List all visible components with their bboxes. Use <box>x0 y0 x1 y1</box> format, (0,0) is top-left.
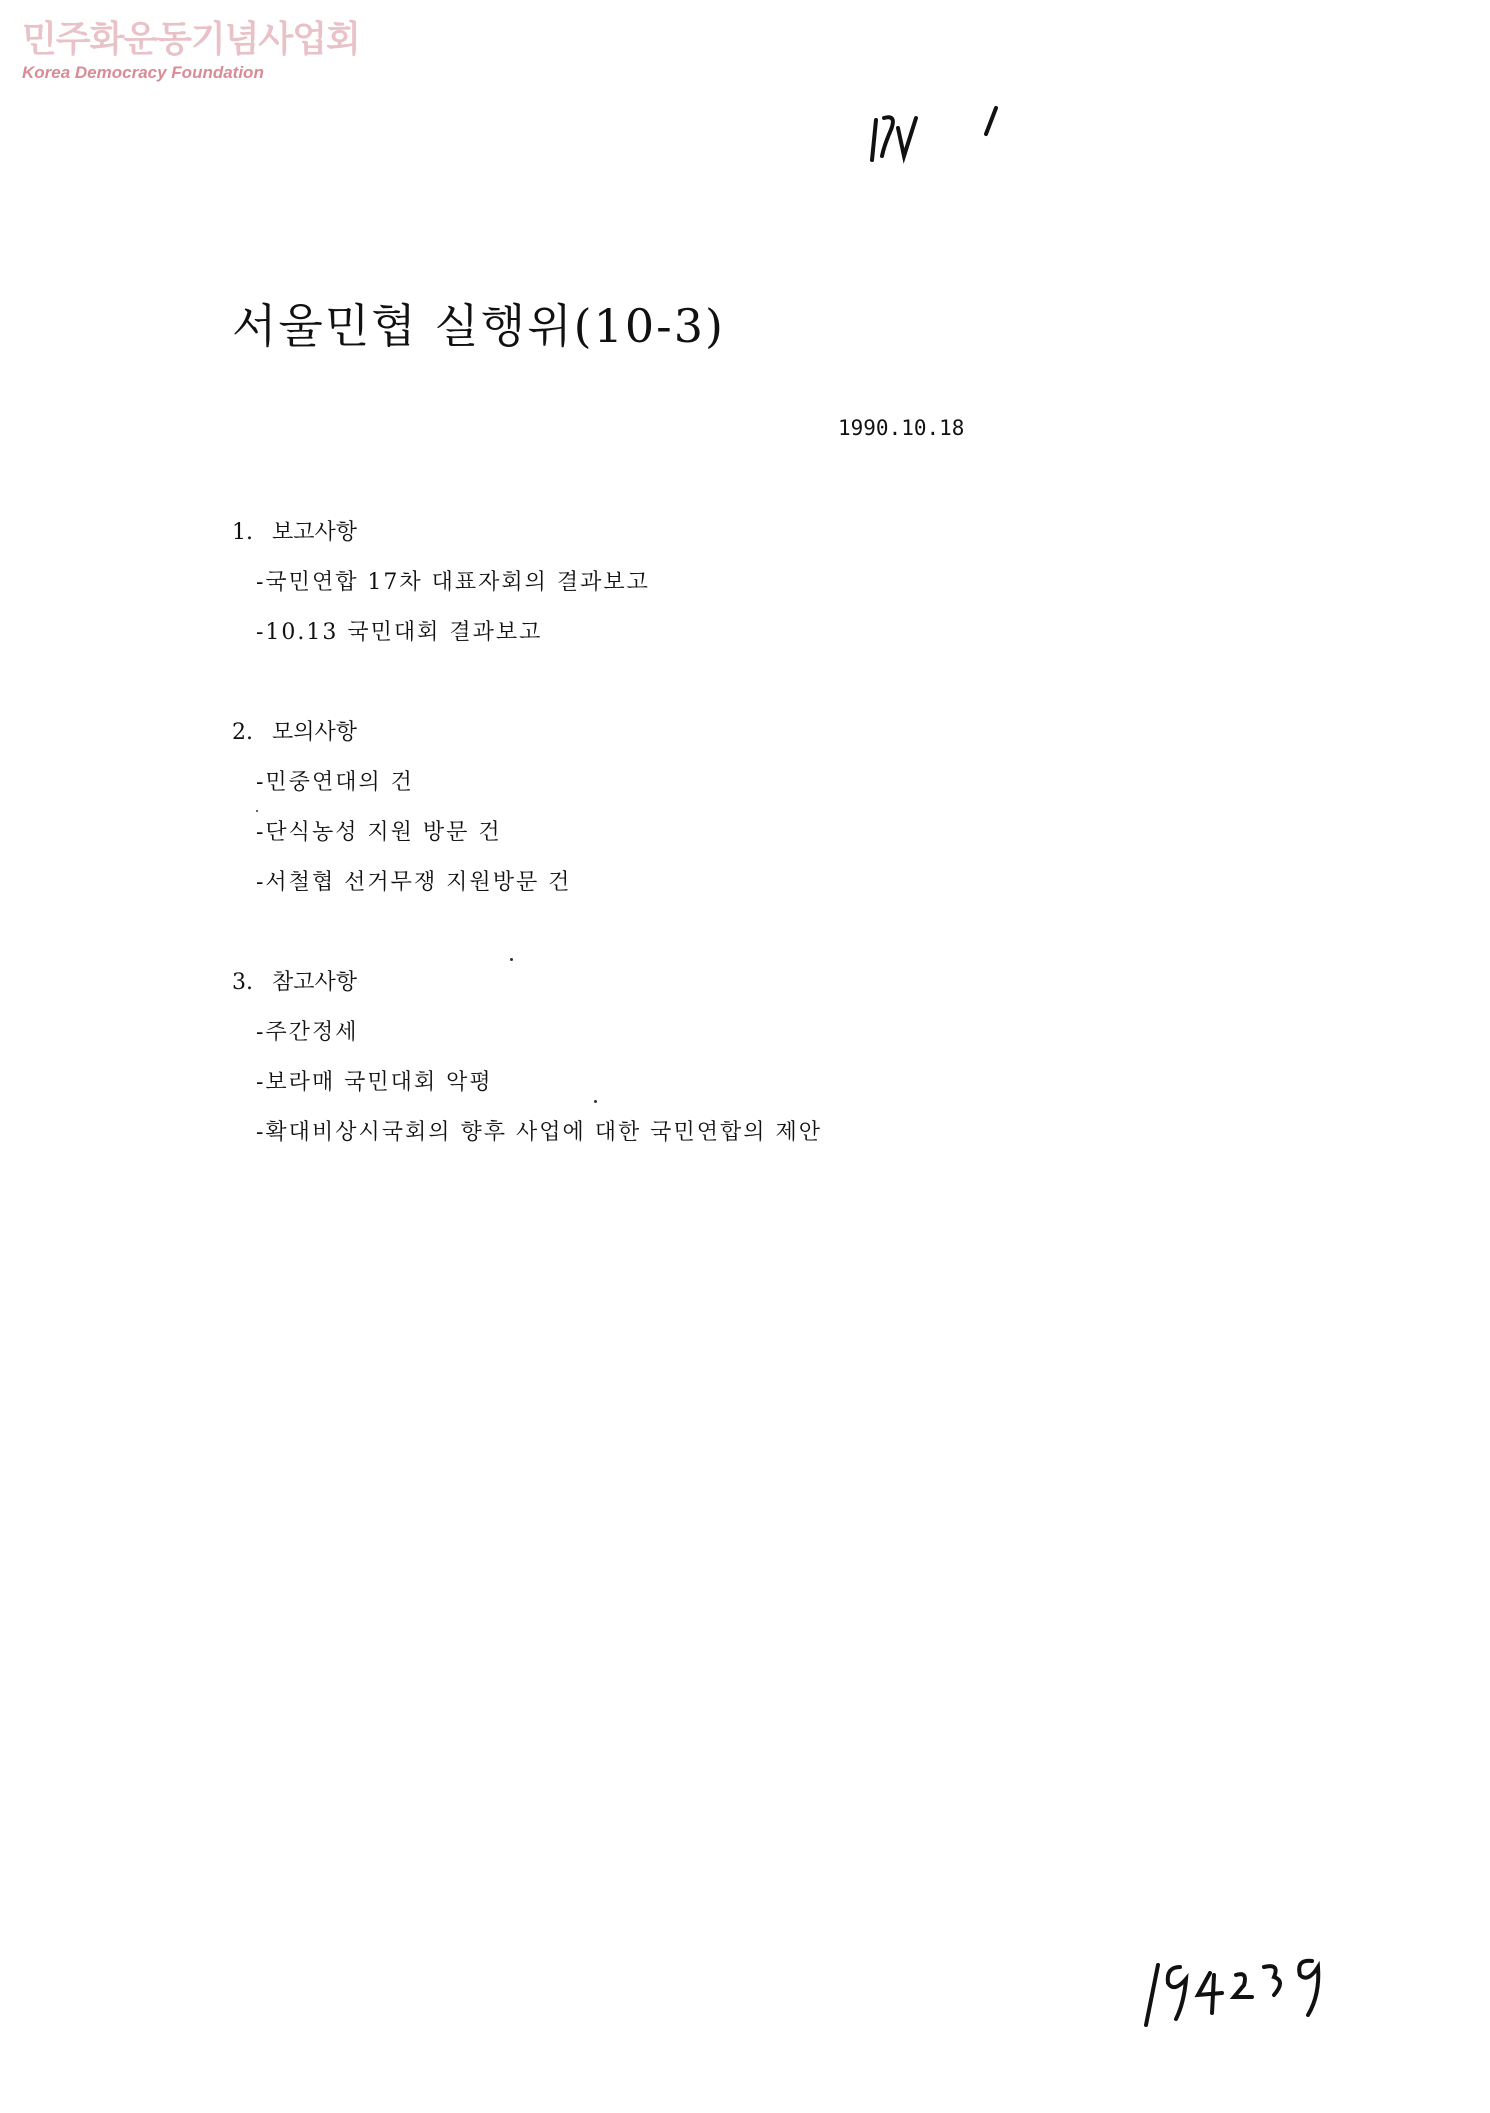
scan-speck <box>594 1100 597 1103</box>
list-item: -10.13 국민대회 결과보고 <box>256 620 543 645</box>
section-heading <box>232 508 1232 558</box>
list-item: -민중연대의 건 <box>256 770 414 795</box>
list-item: -보라매 국민대회 악평 <box>256 1070 493 1095</box>
list-item: -서철협 선거무쟁 지원방문 건 <box>256 870 572 895</box>
list-item: -확대비상시국회의 향후 사업에 대한 국민연합의 제안 <box>256 1120 822 1145</box>
handwritten-document-number <box>1140 1945 1340 2035</box>
section-reference <box>232 958 1232 1158</box>
list-item: -단식농성 지원 방문 건 <box>256 820 502 845</box>
watermark-korean: 민주화운동기념사업회 <box>22 19 360 60</box>
watermark-english: Korea Democracy Foundation <box>22 63 264 82</box>
section-number: 1. <box>232 520 253 545</box>
section-heading <box>232 708 1232 758</box>
section-number: 2. <box>232 720 253 745</box>
section-report <box>232 508 1232 658</box>
list-item: -국민연합 17차 대표자회의 결과보고 <box>256 570 650 595</box>
section-title: 참고사항 <box>272 970 358 995</box>
list-item: -주간정세 <box>256 1020 359 1045</box>
document-date: 1990.10.18 <box>838 416 965 440</box>
document-title: 서울민협 실행위(10-3) <box>232 299 725 353</box>
section-title: 모의사항 <box>272 720 358 745</box>
handwritten-page-mark <box>868 100 1018 170</box>
section-title: 보고사항 <box>272 520 358 545</box>
section-number: 3. <box>232 970 253 995</box>
section-deliberation <box>232 708 1232 908</box>
scan-speck <box>510 958 513 961</box>
watermark-logo <box>22 18 360 84</box>
section-heading <box>232 958 1232 1008</box>
scan-speck <box>256 810 258 812</box>
